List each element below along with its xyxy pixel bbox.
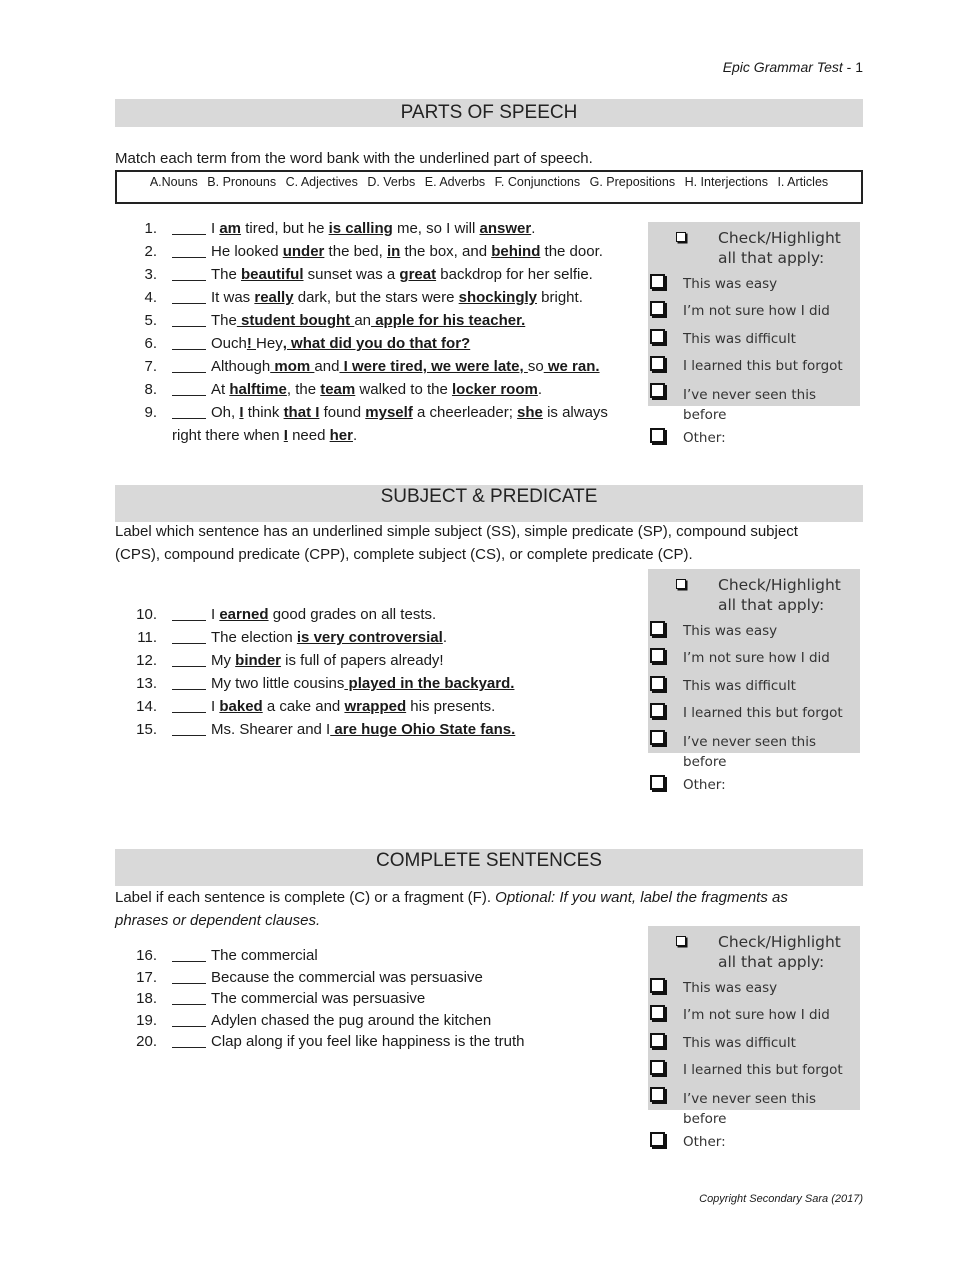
question-text: dark, but the stars were (293, 289, 459, 306)
question-text: At (211, 381, 230, 398)
question-item (115, 1010, 635, 1032)
question-item (115, 695, 635, 718)
underlined-word: , what did you do that for? (282, 335, 471, 352)
underlined-word: great (399, 266, 437, 283)
checkbox-icon[interactable] (650, 383, 665, 398)
question-item (115, 263, 655, 286)
wordbank-item: B. Pronouns (207, 175, 277, 189)
question-number: 17. (136, 968, 157, 986)
question-number: 3. (144, 266, 157, 283)
option-label (683, 732, 816, 772)
checkbox-icon[interactable] (650, 301, 665, 316)
cs-instruction-text: Label if each sentence is complete (C) or a fragment (F). (115, 889, 496, 906)
option-label: This was easy (683, 980, 778, 996)
question-text: walked to the (355, 381, 452, 398)
option-label: I’m not sure how I did (683, 650, 830, 666)
option-label: This was easy (683, 623, 778, 639)
question-item (115, 217, 655, 240)
question-text: Ms. Shearer and I (211, 721, 331, 738)
sp-instruction: Label which sentence has an underlined simple subject (SS), simple predicate (SP), compound subject (CPS), compound predicate (CPP), complete subject (CS), or complete predicate (CP). (115, 523, 798, 563)
answer-blank[interactable] (172, 1011, 206, 1027)
underlined-word: under (282, 243, 325, 260)
underlined-word: behind (491, 243, 541, 260)
answer-blank[interactable] (172, 357, 206, 373)
option-label: I’m not sure how I did (683, 303, 830, 319)
question-number: 1. (144, 220, 157, 237)
option-label: I’m not sure how I did (683, 1007, 830, 1023)
question-item (115, 401, 655, 447)
panel-title-line2: all that apply: (718, 249, 825, 267)
title-checkbox-icon (676, 936, 686, 946)
question-text: The commercial was persuasive (211, 990, 426, 1007)
answer-blank[interactable] (172, 989, 206, 1005)
pos-question-list (115, 217, 655, 447)
panel-title (718, 575, 841, 615)
underlined-word: really (254, 289, 294, 306)
checkbox-icon[interactable] (650, 356, 665, 371)
question-text: Adylen chased the pug around the kitchen (211, 1011, 492, 1029)
question-text: me, so I will (392, 220, 480, 237)
question-number: 5. (144, 312, 157, 329)
checkbox-icon[interactable] (650, 274, 665, 289)
checkbox-icon[interactable] (650, 329, 665, 344)
question-text: He looked (211, 243, 283, 260)
question-text: the box, and (400, 243, 492, 260)
question-number: 10. (136, 606, 157, 623)
question-text: is full of papers already! (281, 652, 444, 669)
question-number: 2. (144, 243, 157, 260)
question-text: Oh, (211, 404, 240, 421)
checkbox-icon[interactable] (650, 1033, 665, 1048)
option-label: This was difficult (683, 1035, 796, 1051)
question-text: sunset was a (303, 266, 400, 283)
answer-blank[interactable] (172, 288, 206, 304)
answer-blank[interactable] (172, 968, 206, 984)
question-number: 18. (136, 990, 157, 1007)
question-text: I (211, 698, 220, 715)
question-text: an (354, 312, 372, 329)
title-checkbox-icon (676, 232, 686, 242)
option-label: This was easy (683, 276, 778, 292)
checkbox-icon[interactable] (650, 676, 665, 691)
question-number: 9. (144, 404, 157, 421)
underlined-word: that I (283, 404, 320, 421)
underlined-word: beautiful (241, 266, 304, 283)
underlined-word: her (329, 427, 353, 444)
question-item (115, 1031, 635, 1053)
question-text: backdrop for her selfie. (436, 266, 593, 283)
underlined-word: is very controversial (296, 629, 443, 646)
underlined-word: answer (479, 220, 532, 237)
checkbox-icon[interactable] (650, 978, 665, 993)
answer-blank[interactable] (172, 946, 206, 962)
answer-blank[interactable] (172, 265, 206, 281)
wordbank-item: F. Conjunctions (494, 175, 581, 189)
underlined-word: I (239, 404, 244, 421)
page-number: - 1 (842, 59, 863, 75)
panel-title-line2: all that apply: (718, 596, 825, 614)
option-label (683, 385, 816, 425)
question-item (115, 240, 655, 263)
question-item (115, 626, 635, 649)
question-item (115, 967, 635, 989)
question-text: I (211, 220, 220, 237)
section-title-subject-predicate: SUBJECT & PREDICATE (115, 485, 863, 522)
question-text: I (211, 606, 220, 623)
question-text: and (314, 358, 340, 375)
page-header (723, 59, 863, 75)
underlined-word: binder (235, 652, 282, 669)
option-label-line1: I’ve never seen this (683, 734, 816, 750)
answer-blank[interactable] (172, 605, 206, 621)
question-item (115, 649, 635, 672)
question-item (115, 718, 635, 741)
option-label-line2: before (683, 1111, 727, 1127)
section-title-complete-sentences: COMPLETE SENTENCES (115, 849, 863, 886)
question-number: 11. (137, 629, 157, 646)
question-number: 4. (144, 289, 157, 306)
underlined-word: are huge Ohio State fans. (330, 721, 516, 738)
question-text: need (287, 427, 330, 444)
wordbank-item: G. Prepositions (589, 175, 676, 189)
wordbank-item: H. Interjections (684, 175, 768, 189)
checkbox-icon[interactable] (650, 1132, 665, 1147)
underlined-word: we ran. (543, 358, 600, 375)
option-label: I learned this but forgot (683, 1062, 843, 1078)
option-label: I learned this but forgot (683, 358, 843, 374)
question-number: 7. (144, 358, 157, 375)
panel-title-line1: Check/Highlight (718, 933, 841, 951)
question-text: Because the commercial was persuasive (211, 968, 483, 986)
question-text: the door. (540, 243, 603, 260)
question-number: 8. (144, 381, 157, 398)
cs-question-list (115, 945, 635, 1053)
question-text: . (531, 220, 536, 237)
panel-title-line1: Check/Highlight (718, 576, 841, 594)
underlined-word: student bought (236, 312, 355, 329)
checkbox-icon[interactable] (650, 428, 665, 443)
answer-blank[interactable] (172, 403, 206, 419)
cs-instruction-optional: Optional: If you want, label the fragments as phrases or dependent clauses. (115, 889, 788, 929)
question-item (115, 355, 655, 378)
question-text: . (352, 427, 358, 444)
question-text: , the (286, 381, 321, 398)
question-number: 16. (136, 947, 157, 964)
option-label-line2: before (683, 407, 727, 423)
answer-blank[interactable] (172, 334, 206, 350)
question-number: 20. (136, 1033, 157, 1050)
answer-blank[interactable] (172, 674, 206, 690)
question-text: so (527, 358, 544, 375)
underlined-word: locker room (451, 381, 538, 398)
answer-blank[interactable] (172, 311, 206, 327)
underlined-word: baked (219, 698, 263, 715)
underlined-word: mom (270, 358, 315, 375)
underlined-word: earned (219, 606, 269, 623)
answer-blank[interactable] (172, 697, 206, 713)
underlined-word: ! (246, 335, 257, 352)
answer-blank[interactable] (172, 720, 206, 736)
question-item (115, 603, 635, 626)
sp-question-list (115, 603, 635, 741)
underlined-word: she (517, 404, 543, 421)
wordbank-item: D. Verbs (367, 175, 416, 189)
checkbox-icon[interactable] (650, 775, 665, 790)
question-text: is always (542, 404, 608, 421)
question-text: Ouch (211, 335, 247, 352)
question-text: The election (211, 629, 297, 646)
answer-blank[interactable] (172, 651, 206, 667)
question-text: bright. (537, 289, 583, 306)
question-item (115, 672, 635, 695)
panel-title (718, 228, 841, 268)
question-text: . (537, 381, 543, 398)
underlined-word: is calling (328, 220, 393, 237)
underlined-word: played in the backyard. (344, 675, 515, 692)
underlined-word: halftime (229, 381, 287, 398)
option-label-line1: I’ve never seen this (683, 387, 816, 403)
question-number: 13. (136, 675, 157, 692)
checkbox-icon[interactable] (650, 1060, 665, 1075)
option-label: Other: (683, 430, 726, 446)
underlined-word: apple for his teacher. (371, 312, 526, 329)
panel-title-line1: Check/Highlight (718, 229, 841, 247)
question-text: the bed, (324, 243, 387, 260)
option-label: This was difficult (683, 331, 796, 347)
underlined-word: myself (365, 404, 413, 421)
question-text: think (243, 404, 284, 421)
wordbank-item: I. Articles (777, 175, 829, 189)
question-number: 6. (144, 335, 157, 352)
test-title: Epic Grammar Test (722, 59, 843, 75)
underlined-word: in (386, 243, 401, 260)
title-checkbox-icon (676, 579, 686, 589)
question-item (115, 309, 655, 332)
answer-blank[interactable] (172, 1032, 206, 1048)
answer-blank[interactable] (172, 380, 206, 396)
checkbox-icon[interactable] (650, 730, 665, 745)
underlined-word: I (283, 427, 288, 444)
question-text: Clap along if you feel like happiness is the truth (211, 1033, 525, 1050)
option-label: I learned this but forgot (683, 705, 843, 721)
question-text: his presents. (406, 698, 496, 715)
checkbox-icon[interactable] (650, 1005, 665, 1020)
underlined-word: shockingly (458, 289, 537, 306)
option-label (683, 1089, 816, 1129)
question-text: a cheerleader; (412, 404, 518, 421)
question-text: tired, but he (241, 220, 329, 237)
wordbank-item: A.Nouns (149, 175, 198, 189)
question-number: 15. (136, 721, 157, 738)
question-text: good grades on all tests. (268, 606, 437, 623)
underlined-word: team (320, 381, 356, 398)
question-item (115, 988, 635, 1010)
question-item (115, 945, 635, 967)
panel-title-line2: all that apply: (718, 953, 825, 971)
question-text: Hey (256, 335, 283, 352)
checkbox-icon[interactable] (650, 1087, 665, 1102)
question-item (115, 286, 655, 309)
question-text: The commercial (211, 947, 318, 964)
question-item (115, 378, 655, 401)
answer-blank[interactable] (172, 219, 206, 235)
underlined-word: I were tired, we were late, (339, 358, 528, 375)
underlined-word: am (219, 220, 242, 237)
panel-title (718, 932, 841, 972)
wordbank-item: E. Adverbs (424, 175, 486, 189)
question-text: My (211, 652, 236, 669)
question-number: 14. (136, 698, 157, 715)
underlined-word: wrapped (344, 698, 407, 715)
question-text: right there when (172, 427, 284, 444)
question-text: The (211, 312, 237, 329)
checkbox-icon[interactable] (650, 621, 665, 636)
question-item (115, 332, 655, 355)
option-label-line2: before (683, 754, 727, 770)
section-title-parts-of-speech: PARTS OF SPEECH (115, 99, 863, 127)
word-bank (115, 170, 863, 204)
question-number: 19. (136, 1011, 157, 1029)
question-number: 12. (136, 652, 157, 669)
copyright: Copyright Secondary Sara (2017) (699, 1193, 863, 1205)
question-text: Although (211, 358, 271, 375)
question-text: The (211, 266, 242, 283)
option-label: This was difficult (683, 678, 796, 694)
question-text: found (319, 404, 366, 421)
question-text: a cake and (262, 698, 345, 715)
question-text: It was (211, 289, 255, 306)
option-label-line1: I’ve never seen this (683, 1091, 816, 1107)
wordbank-item: C. Adjectives (285, 175, 358, 189)
pos-instruction: Match each term from the word bank with the underlined part of speech. (115, 150, 593, 167)
option-label: Other: (683, 1134, 726, 1150)
answer-blank[interactable] (172, 242, 206, 258)
question-text: My two little cousins (211, 675, 345, 692)
answer-blank[interactable] (172, 628, 206, 644)
checkbox-icon[interactable] (650, 648, 665, 663)
question-text: . (442, 629, 447, 646)
checkbox-icon[interactable] (650, 703, 665, 718)
option-label: Other: (683, 777, 726, 793)
